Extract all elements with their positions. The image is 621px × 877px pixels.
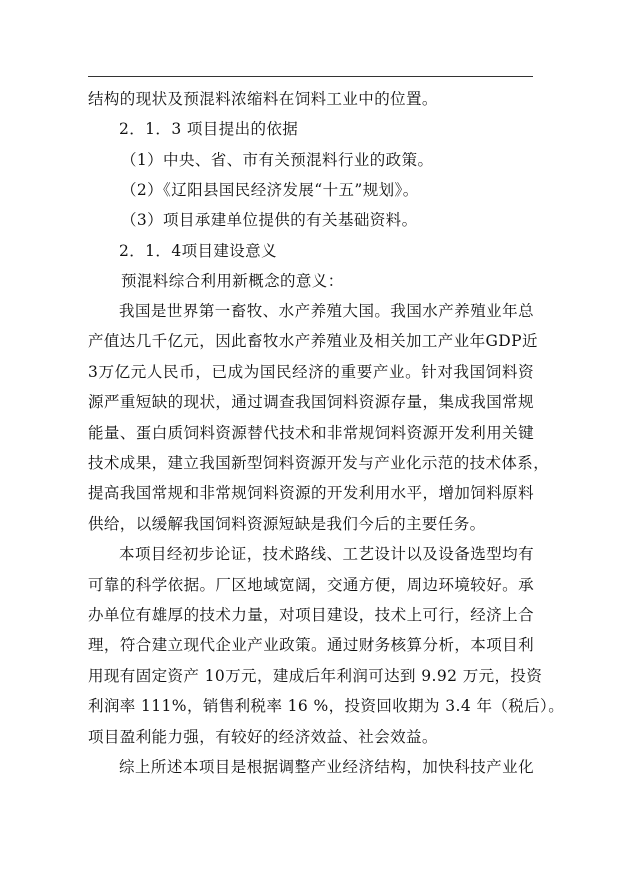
list-item-3: （3）项目承建单位提供的有关基础资料。 — [121, 211, 418, 229]
paragraph-line: 项目盈利能力强，有较好的经济效益、社会效益。 — [88, 728, 438, 746]
section-heading-2-1-3: 2．1．3 项目提出的依据 — [119, 120, 299, 138]
paragraph-line: 利润率 111%，销售利税率 16 %，投资回收期为 3.4 年（税后）。 — [88, 697, 565, 715]
paragraph-line: 3万亿元人民币，已成为国民经济的重要产业。针对我国饲料资 — [88, 363, 534, 381]
list-item-1: （1）中央、省、市有关预混料行业的政策。 — [121, 151, 434, 169]
list-item-2: （2）《辽阳县国民经济发展“十五”规划》。 — [121, 181, 419, 199]
paragraph-line: 综上所述本项目是根据调整产业经济结构，加快科技产业化 — [119, 758, 534, 776]
subheading: 预混料综合利用新概念的意义： — [121, 272, 344, 290]
paragraph-line: 结构的现状及预混料浓缩料在饲料工业中的位置。 — [88, 90, 438, 108]
paragraph-line: 供给，以缓解我国饲料资源短缺是我们今后的主要任务。 — [88, 515, 486, 533]
paragraph-line: 能量、蛋白质饲料资源替代技术和非常规饲料资源开发利用关键 — [88, 424, 534, 442]
paragraph-line: 提高我国常规和非常规饲料资源的开发利用水平，增加饲料原料 — [88, 484, 534, 502]
paragraph-line: 办单位有雄厚的技术力量，对项目建设，技术上可行，经济上合 — [88, 606, 534, 624]
paragraph-line: 源严重短缺的现状，通过调查我国饲料资源存量，集成我国常规 — [88, 393, 534, 411]
paragraph-line: 技术成果，建立我国新型饲料资源开发与产业化示范的技术体系， — [88, 454, 550, 472]
paragraph-line: 产值达几千亿元，因此畜牧水产养殖业及相关加工产业年GDP近 — [88, 332, 538, 350]
paragraph-line: 理，符合建立现代企业产业政策。通过财务核算分析，本项目利 — [88, 636, 534, 654]
paragraph-line: 本项目经初步论证，技术路线、工艺设计以及设备选型均有 — [119, 545, 534, 563]
paragraph-line: 我国是世界第一畜牧、水产养殖大国。我国水产养殖业年总 — [119, 302, 534, 320]
section-heading-2-1-4: 2．1．4项目建设意义 — [119, 242, 277, 260]
header-rule — [88, 76, 533, 77]
paragraph-line: 用现有固定资产 10万元，建成后年利润可达到 9.92 万元，投资 — [88, 667, 543, 685]
paragraph-line: 可靠的科学依据。厂区地域宽阔，交通方便，周边环境较好。承 — [88, 576, 534, 594]
